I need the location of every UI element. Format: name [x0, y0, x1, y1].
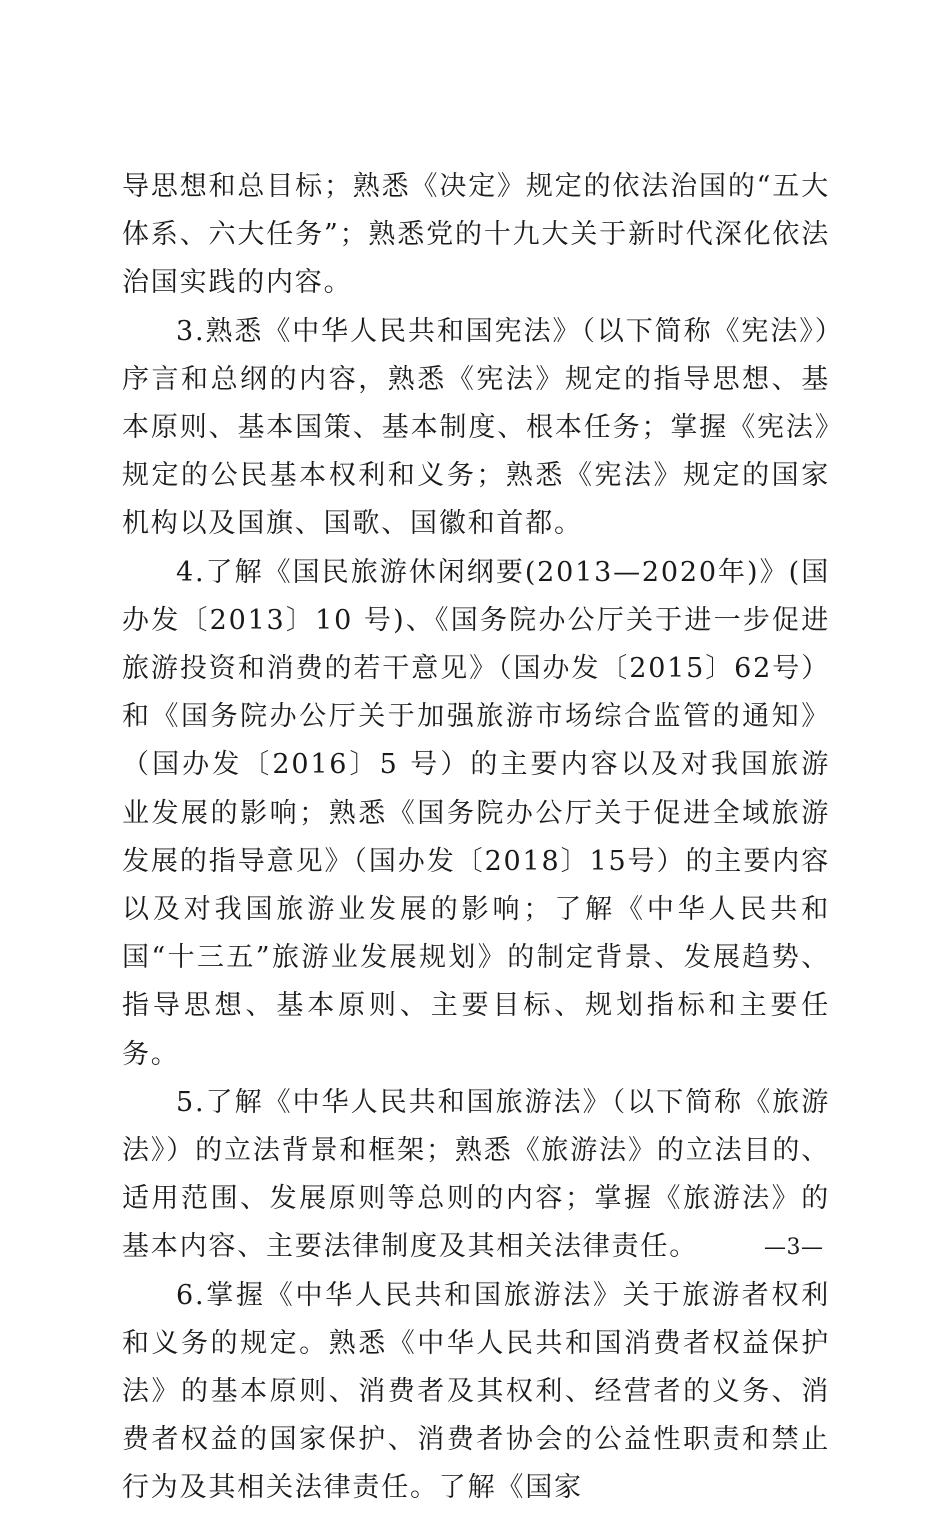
- paragraph-continuation: 导思想和总目标；熟悉《决定》规定的依法治国的“五大体系、六大任务”；熟悉党的十九大关于新时代深化依法治国实践的内容。: [122, 171, 830, 299]
- document-body: [122, 163, 830, 1513]
- paragraph-item-4: 4.了解《国民旅游休闲纲要(2013—2020年)》(国办发〔2013〕10 号)、《国务院办公厅关于进一步促进旅游投资和消费的若干意见》（国办发〔2015〕62号）和《国务院办公厅关于加强旅游市场综合监管的通知》（国办发〔2016〕5 号）的主要内容以及对我国旅游业发展的影响；熟悉《国务院办公厅关于促进全域旅游发展的指导意见》（国办发〔2018〕15号）的主要内容以及对我国旅游业发展的影响；了解《中华人民共和国“十三五”旅游业发展规划》的制定背景、发展趋势、指导思想、基本原则、主要目标、规划指标和主要任务。: [122, 556, 830, 1070]
- paragraph-item-5: 5.了解《中华人民共和国旅游法》（以下简称《旅游法》）的立法背景和框架；熟悉《旅游法》的立法目的、适用范围、发展原则等总则的内容；掌握《旅游法》的基本内容、主要法律制度及其相关法律责任。: [122, 1086, 830, 1263]
- paragraph-item-3: 3.熟悉《中华人民共和国宪法》（以下简称《宪法》）序言和总纲的内容，熟悉《宪法》规定的指导思想、基本原则、基本国策、基本制度、根本任务；掌握《宪法》规定的公民基本权利和义务；熟悉《宪法》规定的国家机构以及国旗、国歌、国徽和首都。: [122, 315, 830, 540]
- paragraph-item-6: 6.掌握《中华人民共和国旅游法》关于旅游者权利和义务的规定。熟悉《中华人民共和国消费者权益保护法》的基本原则、消费者及其权利、经营者的义务、消费者权益的国家保护、消费者协会的公益性职责和禁止行为及其相关法律责任。了解《国家: [122, 1279, 830, 1504]
- page-number: —3—: [764, 1235, 824, 1260]
